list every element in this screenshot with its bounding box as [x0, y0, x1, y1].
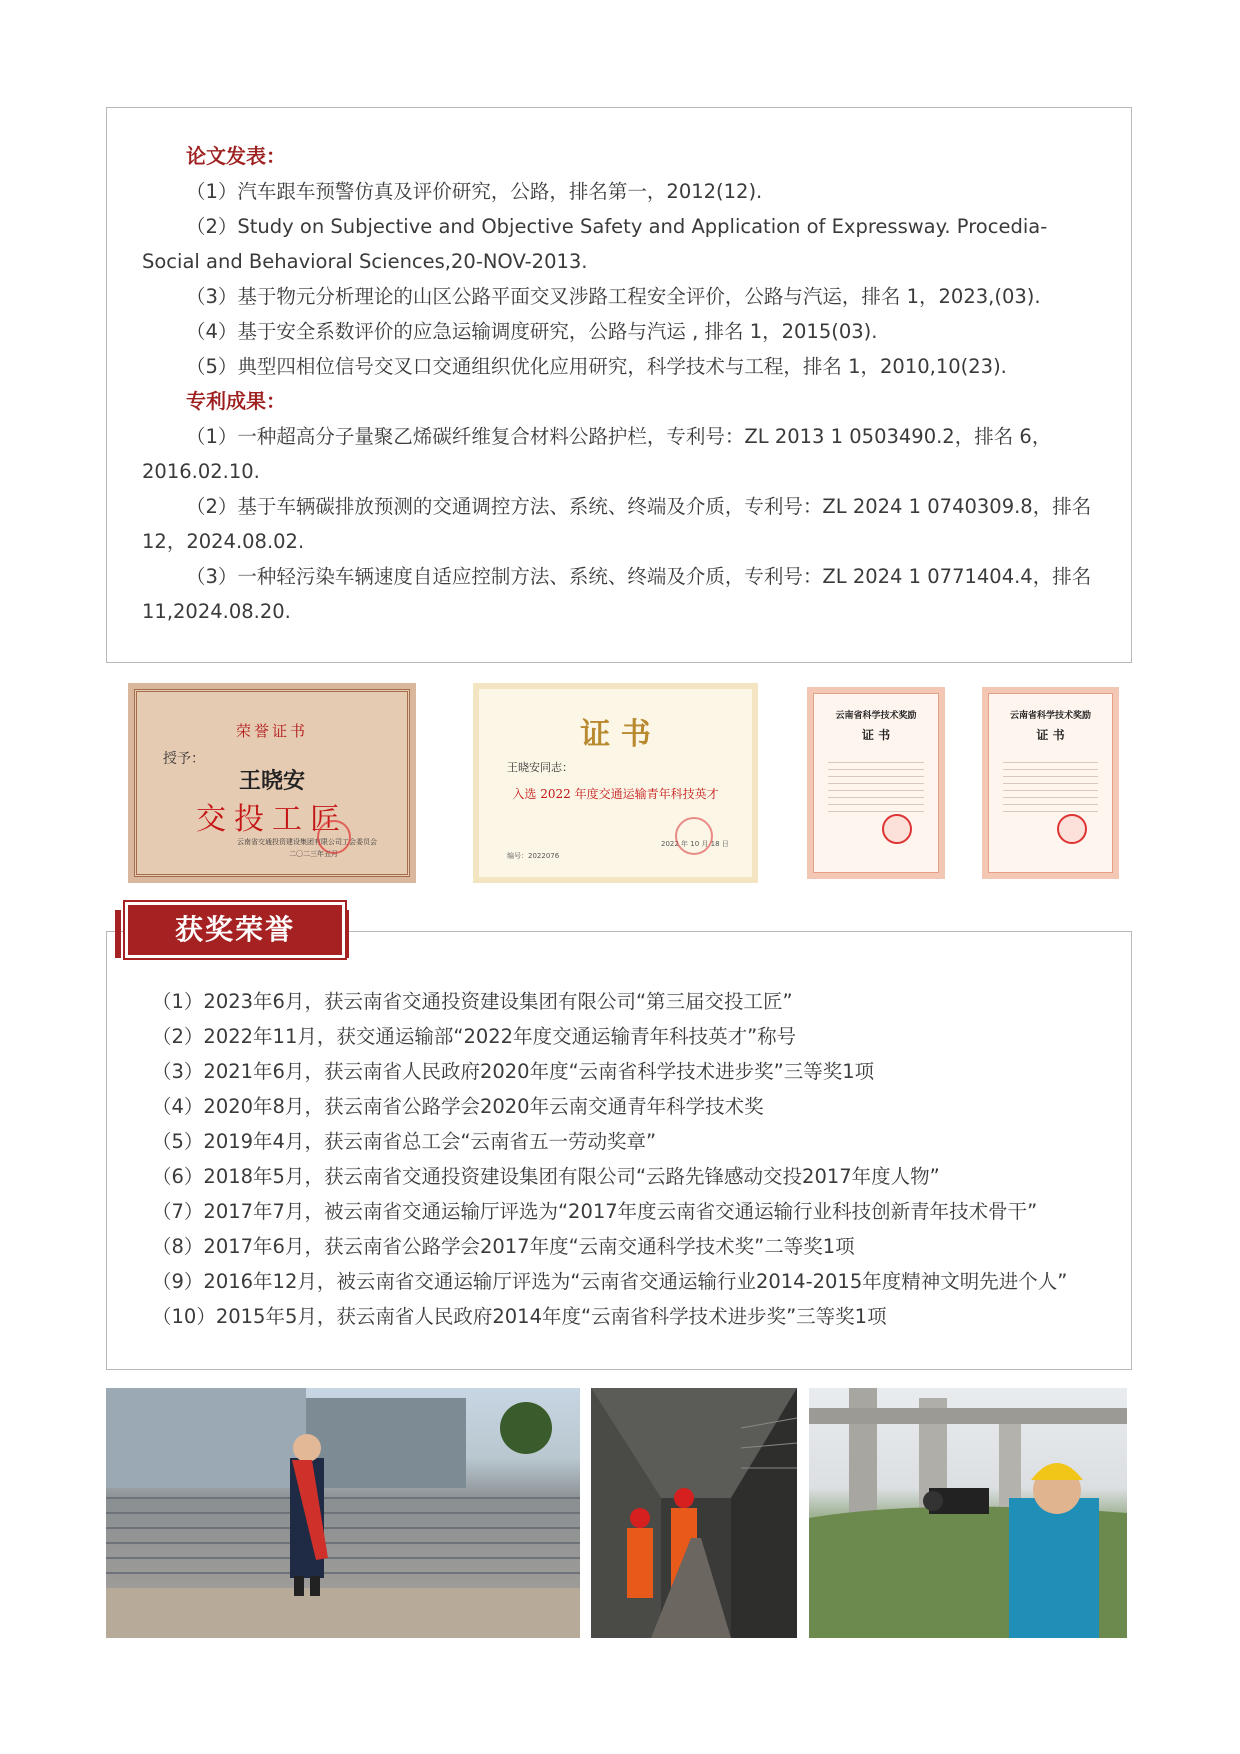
photo-award-ceremony: [106, 1388, 580, 1638]
cert2-body: 入选 2022 年度交通运输青年科技英才: [512, 787, 719, 801]
cert1-honor: 交投工匠: [196, 802, 348, 837]
papers-heading: 论文发表：: [186, 144, 286, 168]
award-item-6: （6）2018年5月，获云南省交通投资建设集团有限公司“云路先锋感动交投2017年度人物”: [152, 1165, 940, 1188]
cert4-seal: [1057, 814, 1087, 844]
certificate-craftsman: [128, 683, 416, 883]
patents-heading: 专利成果：: [186, 389, 286, 413]
award-item-1: （1）2023年6月，获云南省交通投资建设集团有限公司“第三届交投工匠”: [152, 990, 793, 1013]
award-item-8: （8）2017年6月，获云南省公路学会2017年度“云南交通科学技术奖”二等奖1项: [152, 1235, 855, 1258]
cert3-seal: [882, 814, 912, 844]
paper-item-4: （4）基于安全系数评价的应急运输调度研究，公路与汽运 , 排名 1，2015(03).: [186, 320, 878, 343]
award-item-7: （7）2017年7月，被云南省交通运输厅评选为“2017年度云南省交通运输行业科技创新青年技术骨干”: [152, 1200, 1038, 1223]
cert3-title: 证 书: [861, 728, 891, 742]
photo-field-survey: [809, 1388, 1127, 1638]
cert2-serial: 编号：2022076: [507, 852, 560, 860]
cert1-issuer: 云南省交通投资建设集团有限公司工会委员会: [237, 838, 377, 846]
photo-tunnel-inspection: [591, 1388, 797, 1638]
cert4-title: 证 书: [1036, 728, 1065, 742]
cert1-grantee-label: 授予：: [163, 751, 205, 767]
award-item-10: （10）2015年5月，获云南省人民政府2014年度“云南省科学技术进步奖”三等奖1项: [152, 1305, 887, 1328]
paper-item-3: （3）基于物元分析理论的山区公路平面交叉涉路工程安全评价，公路与汽运，排名 1，2023,(03).: [186, 285, 1041, 308]
patent-item-1: （1）一种超高分子量聚乙烯碳纤维复合材料公路护栏，专利号：ZL 2013 1 0503490.2，排名 6，2016.02.10.: [142, 425, 1052, 483]
cert2-title: 证 书: [580, 717, 651, 752]
paper-item-5: （5）典型四相位信号交叉口交通组织优化应用研究，科学技术与工程，排名 1，2010,10(23).: [186, 355, 1007, 378]
cert1-name: 王晓安: [238, 769, 305, 794]
cert1-seal: [317, 820, 351, 854]
award-item-9: （9）2016年12月，被云南省交通运输厅评选为“云南省交通运输行业2014-2015年度精神文明先进个人”: [152, 1270, 1068, 1293]
award-item-5: （5）2019年4月，获云南省总工会“云南省五一劳动奖章”: [152, 1130, 657, 1153]
patent-item-3: （3）一种轻污染车辆速度自适应控制方法、系统、终端及介质，专利号：ZL 2024 1 0771404.4，排名 11,2024.08.20.: [142, 565, 1092, 623]
certificate-youth-talent: [473, 683, 758, 883]
cert2-greeting: 王晓安同志：: [507, 761, 573, 774]
certificate-science-award-2: [982, 687, 1119, 879]
cert1-date: 二〇二三年五月: [289, 850, 338, 858]
paper-item-2: （2）Study on Subjective and Objective Safety and Application of Expressway. Procedia-Social and Behavioral Sciences,20-NOV-2013.: [142, 215, 1048, 273]
award-item-2: （2）2022年11月，获交通运输部“2022年度交通运输青年科技英才”称号: [152, 1025, 797, 1048]
awards-tag-left-bar: [115, 910, 121, 958]
cert3-text-lines: [828, 756, 924, 816]
awards-heading: 获奖荣誉: [125, 902, 345, 958]
cert4-org: 云南省科学技术奖励: [1009, 711, 1091, 721]
cert2-date: 2022 年 10 月 18 日: [661, 840, 729, 848]
award-item-4: （4）2020年8月，获云南省公路学会2020年云南交通青年科学技术奖: [152, 1095, 764, 1118]
certificate-science-award-1: [807, 687, 945, 879]
cert4-text-lines: [1003, 756, 1098, 816]
cert3-org: 云南省科学技术奖励: [835, 711, 917, 721]
award-item-3: （3）2021年6月，获云南省人民政府2020年度“云南省科学技术进步奖”三等奖1项: [152, 1060, 875, 1083]
cert1-title: 荣誉证书: [235, 722, 308, 740]
paper-item-1: （1）汽车跟车预警仿真及评价研究，公路，排名第一，2012(12).: [186, 180, 763, 203]
cert2-seal: [675, 817, 713, 855]
patent-item-2: （2）基于车辆碳排放预测的交通调控方法、系统、终端及介质，专利号：ZL 2024 1 0740309.8，排名 12，2024.08.02.: [142, 495, 1092, 553]
